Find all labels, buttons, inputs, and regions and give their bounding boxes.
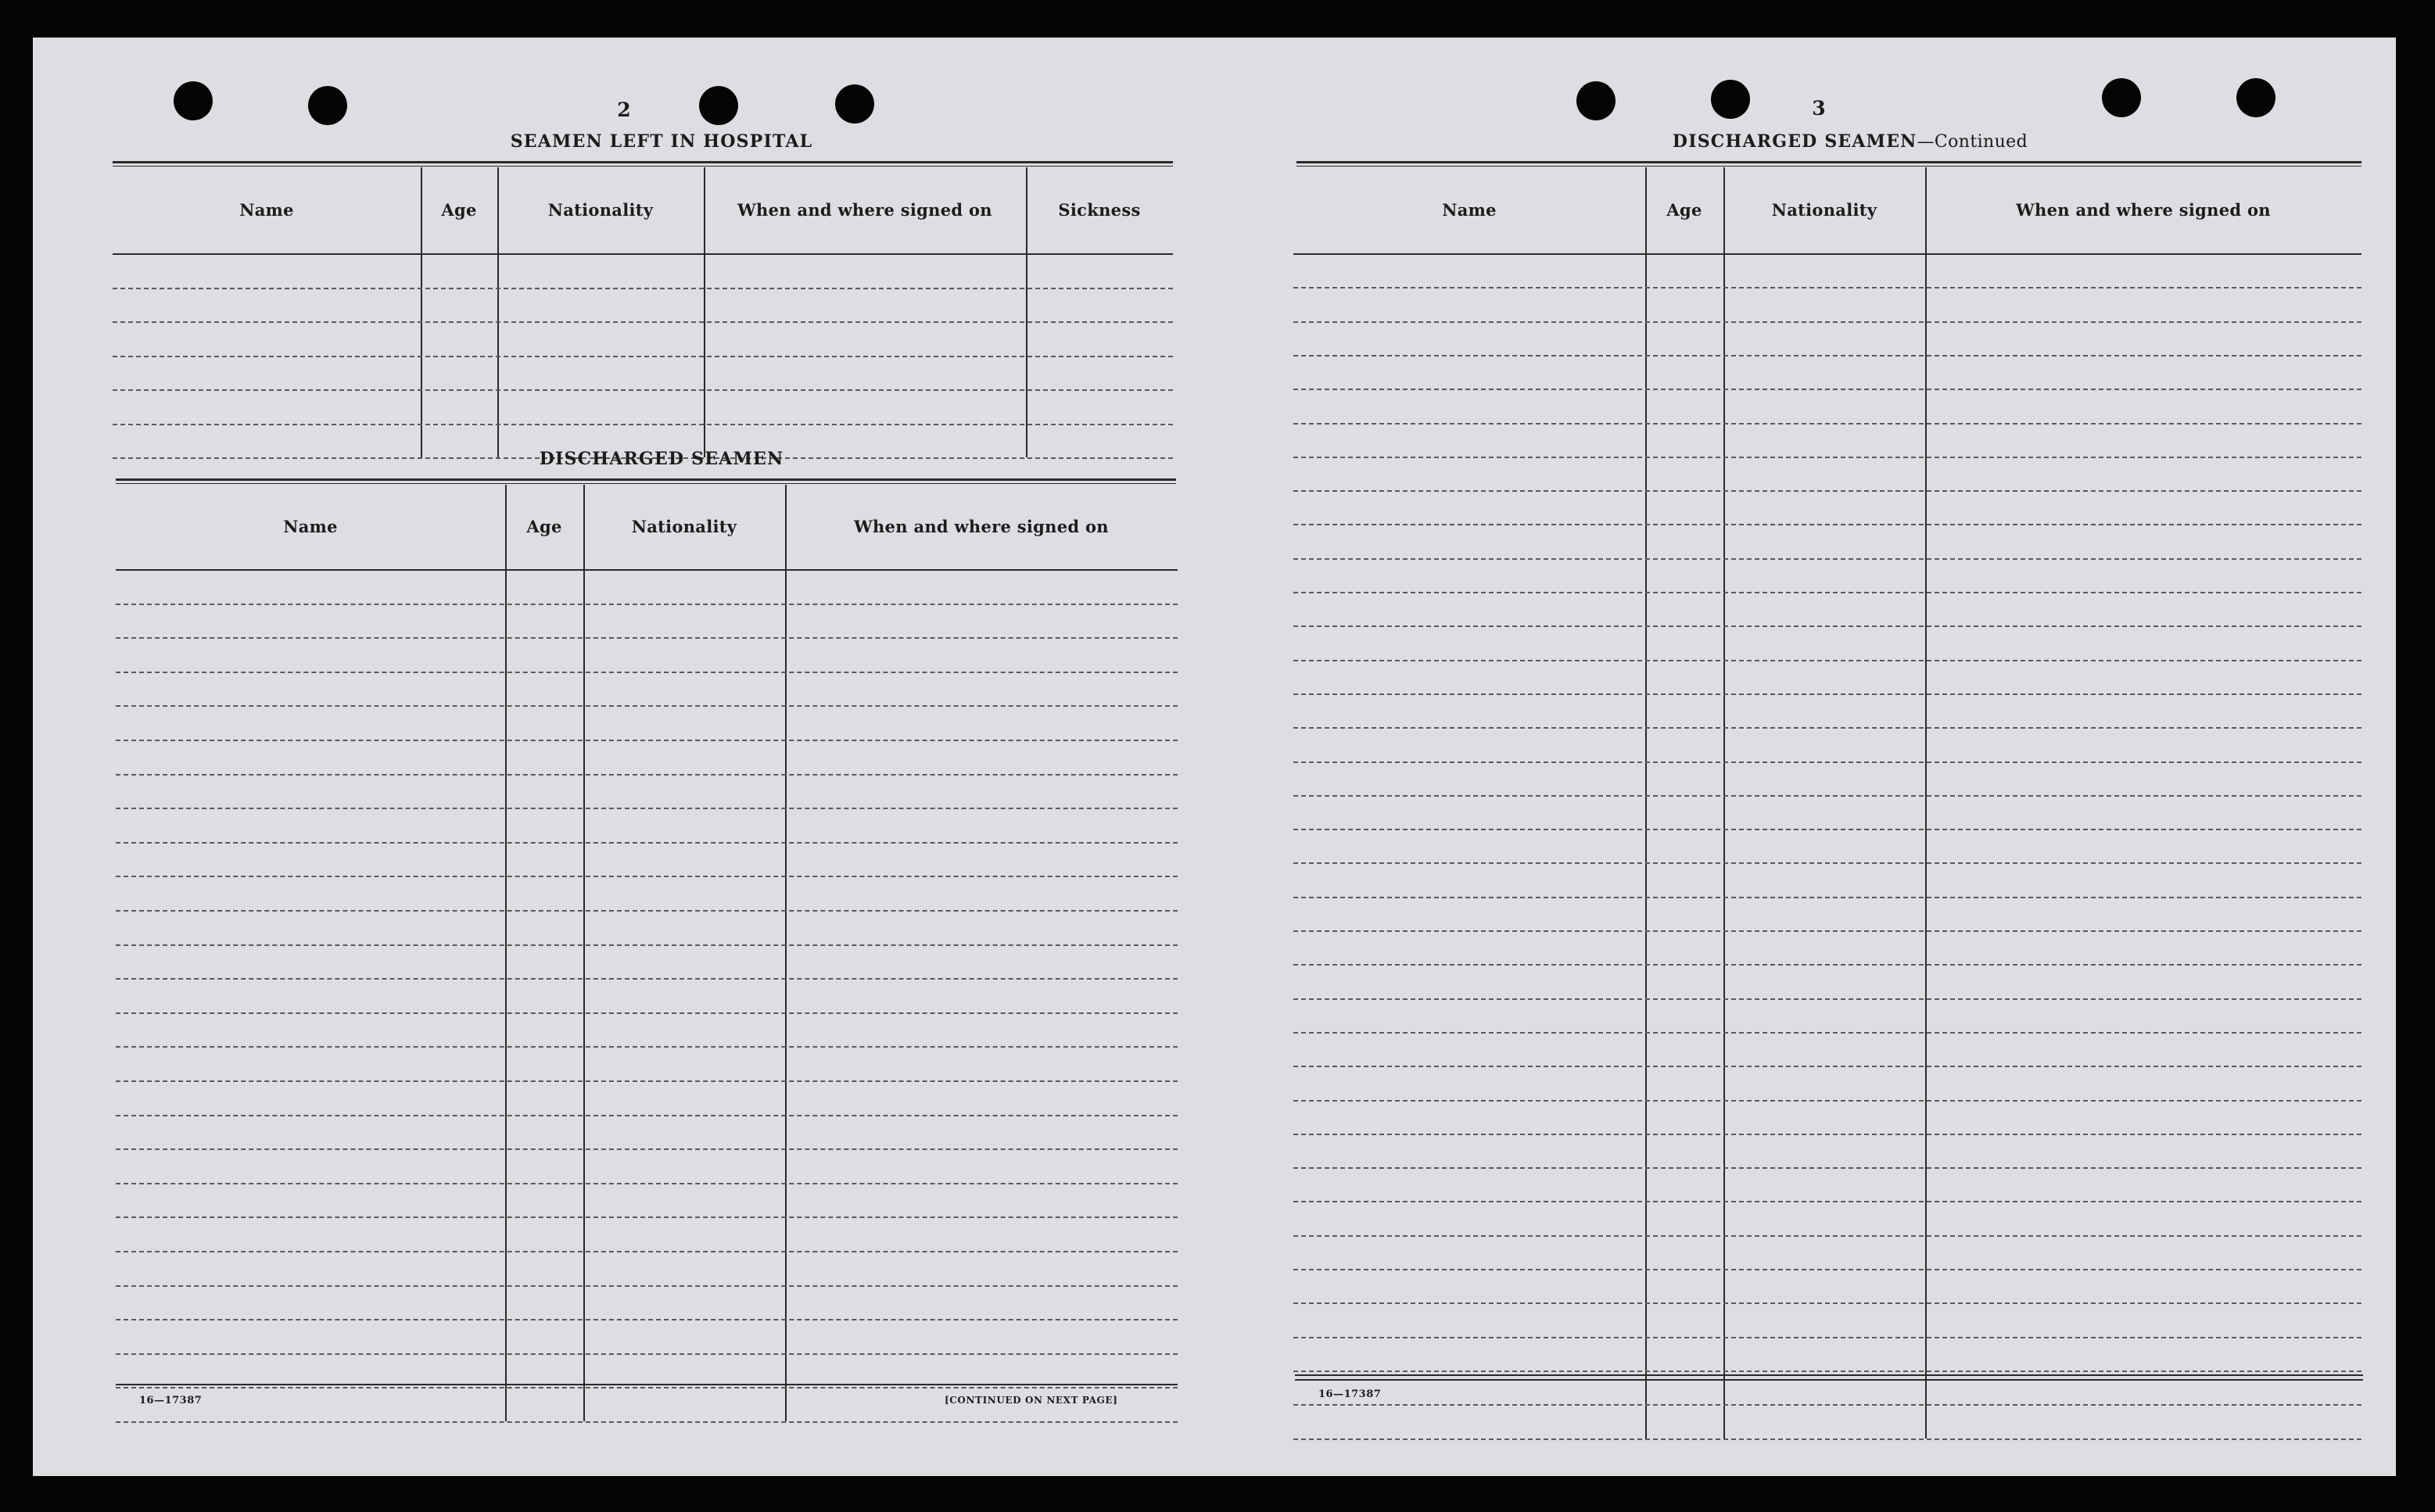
table-row[interactable]	[113, 424, 1173, 425]
table-row[interactable]	[116, 1148, 1178, 1150]
discharged-section-title: DISCHARGED SEAMEN	[539, 449, 784, 469]
table-row[interactable]	[1293, 660, 2361, 661]
table-header-rule	[113, 253, 1173, 255]
column-header: Age	[526, 517, 562, 536]
table-row[interactable]	[1293, 1201, 2361, 1202]
column-header: Age	[1666, 200, 1702, 220]
table-row[interactable]	[116, 1216, 1178, 1218]
table-row[interactable]	[1293, 490, 2361, 492]
right-bottom-rule-2	[1295, 1379, 2363, 1381]
column-divider	[1925, 167, 1927, 1439]
table-row[interactable]	[1293, 1370, 2361, 1372]
table-row[interactable]	[1293, 1167, 2361, 1169]
punch-hole	[699, 86, 738, 125]
punch-hole	[1711, 80, 1750, 119]
right-title-rule	[1296, 161, 2361, 163]
column-header: Sickness	[1058, 200, 1141, 220]
table-row[interactable]	[1293, 1269, 2361, 1270]
hospital-title-rule	[113, 161, 1173, 163]
table-row[interactable]	[116, 1115, 1178, 1116]
table-row[interactable]	[1293, 1134, 2361, 1135]
column-header: Name	[239, 200, 294, 220]
column-header: Nationality	[1771, 200, 1877, 220]
table-row[interactable]	[1293, 389, 2361, 390]
discharged-continued-title	[1303, 131, 2397, 152]
table-row[interactable]	[1293, 457, 2361, 458]
column-divider	[785, 485, 787, 1421]
table-row[interactable]	[116, 604, 1178, 605]
page-number-right: 3	[1812, 97, 1826, 120]
table-row[interactable]	[116, 1183, 1178, 1184]
table-row[interactable]	[1293, 862, 2361, 864]
table-row[interactable]	[1293, 1032, 2361, 1034]
discharged-title-rule	[116, 478, 1176, 481]
column-divider	[583, 485, 585, 1421]
punch-hole	[174, 81, 213, 120]
table-row[interactable]	[116, 1012, 1178, 1014]
table-row[interactable]	[1293, 423, 2361, 425]
table-row[interactable]	[1293, 795, 2361, 797]
table-row[interactable]	[1293, 727, 2361, 729]
table-row[interactable]	[1293, 321, 2361, 323]
table-row[interactable]	[116, 1353, 1178, 1355]
table-row[interactable]	[113, 321, 1173, 323]
table-row[interactable]	[1293, 930, 2361, 932]
table-row[interactable]	[1293, 964, 2361, 966]
table-row[interactable]	[1293, 1337, 2361, 1338]
table-row[interactable]	[1293, 1302, 2361, 1304]
table-row[interactable]	[116, 1387, 1178, 1388]
document-sheet	[33, 38, 2396, 1476]
table-row[interactable]	[1293, 1404, 2361, 1406]
table-row[interactable]	[116, 1319, 1178, 1320]
form-number-right: 16—17387	[1318, 1388, 1382, 1400]
table-row[interactable]	[116, 808, 1178, 809]
discharged-continued-table	[1293, 167, 2361, 1439]
column-divider	[1026, 167, 1027, 457]
column-header: When and where signed on	[2016, 200, 2271, 220]
table-row[interactable]	[116, 1251, 1178, 1252]
table-row[interactable]	[1293, 355, 2361, 357]
left-bottom-rule	[116, 1384, 1178, 1385]
column-header: When and where signed on	[854, 517, 1109, 536]
table-row[interactable]	[1293, 558, 2361, 560]
column-divider	[421, 167, 422, 457]
page-number-left: 2	[617, 99, 631, 121]
table-row[interactable]	[116, 1080, 1178, 1082]
table-row[interactable]	[1293, 761, 2361, 763]
table-row[interactable]	[1293, 1439, 2361, 1440]
hospital-title-rule-thin	[113, 166, 1173, 167]
table-row[interactable]	[1293, 592, 2361, 593]
column-header: Age	[441, 200, 477, 220]
hospital-section-title: SEAMEN LEFT IN HOSPITAL	[510, 131, 813, 152]
table-row[interactable]	[116, 1285, 1178, 1287]
punch-hole	[2102, 78, 2141, 117]
table-row[interactable]	[116, 637, 1178, 639]
table-row[interactable]	[1293, 625, 2361, 627]
punch-hole	[308, 86, 347, 125]
column-divider	[1645, 167, 1647, 1439]
table-row[interactable]	[116, 910, 1178, 912]
hospital-table	[113, 167, 1173, 457]
table-row[interactable]	[116, 774, 1178, 776]
table-row[interactable]	[113, 389, 1173, 391]
column-divider	[497, 167, 499, 457]
punch-hole	[835, 84, 874, 124]
table-row[interactable]	[116, 672, 1178, 673]
table-row[interactable]	[1293, 1066, 2361, 1067]
table-row[interactable]	[113, 356, 1173, 357]
table-row[interactable]	[116, 705, 1178, 707]
continued-note: [CONTINUED ON NEXT PAGE]	[945, 1395, 1118, 1406]
column-divider	[505, 485, 507, 1421]
table-row[interactable]	[1293, 1235, 2361, 1237]
punch-hole	[2236, 78, 2275, 117]
table-row[interactable]	[1293, 897, 2361, 898]
table-row[interactable]	[116, 740, 1178, 741]
discharged-table	[116, 485, 1178, 1421]
table-row[interactable]	[116, 978, 1178, 980]
right-bottom-rule	[1295, 1374, 2363, 1376]
table-header-rule	[116, 569, 1178, 571]
column-divider	[704, 167, 705, 457]
discharged-continued-title-suffix: —Continued	[1917, 132, 2028, 152]
table-row[interactable]	[1293, 287, 2361, 288]
table-row[interactable]	[1293, 829, 2361, 830]
table-row[interactable]	[116, 876, 1178, 877]
right-title-rule-thin	[1296, 166, 2361, 167]
table-row[interactable]	[1293, 998, 2361, 1000]
column-header: Name	[283, 517, 338, 536]
table-row[interactable]	[116, 1046, 1178, 1048]
column-divider	[1723, 167, 1725, 1439]
discharged-continued-title-main: DISCHARGED SEAMEN	[1672, 131, 1917, 152]
column-header: Nationality	[631, 517, 737, 536]
column-header: When and where signed on	[737, 200, 992, 220]
form-number-left: 16—17387	[139, 1395, 203, 1406]
punch-hole	[1576, 81, 1616, 120]
table-row[interactable]	[1293, 693, 2361, 695]
discharged-title-rule-thin	[116, 483, 1176, 484]
table-row[interactable]	[116, 842, 1178, 844]
table-row[interactable]	[1293, 1100, 2361, 1102]
column-header: Nationality	[547, 200, 654, 220]
table-row[interactable]	[113, 288, 1173, 289]
table-header-rule	[1293, 253, 2361, 255]
column-header: Name	[1442, 200, 1497, 220]
table-row[interactable]	[1293, 524, 2361, 525]
table-row[interactable]	[116, 944, 1178, 946]
table-row[interactable]	[116, 1421, 1178, 1423]
